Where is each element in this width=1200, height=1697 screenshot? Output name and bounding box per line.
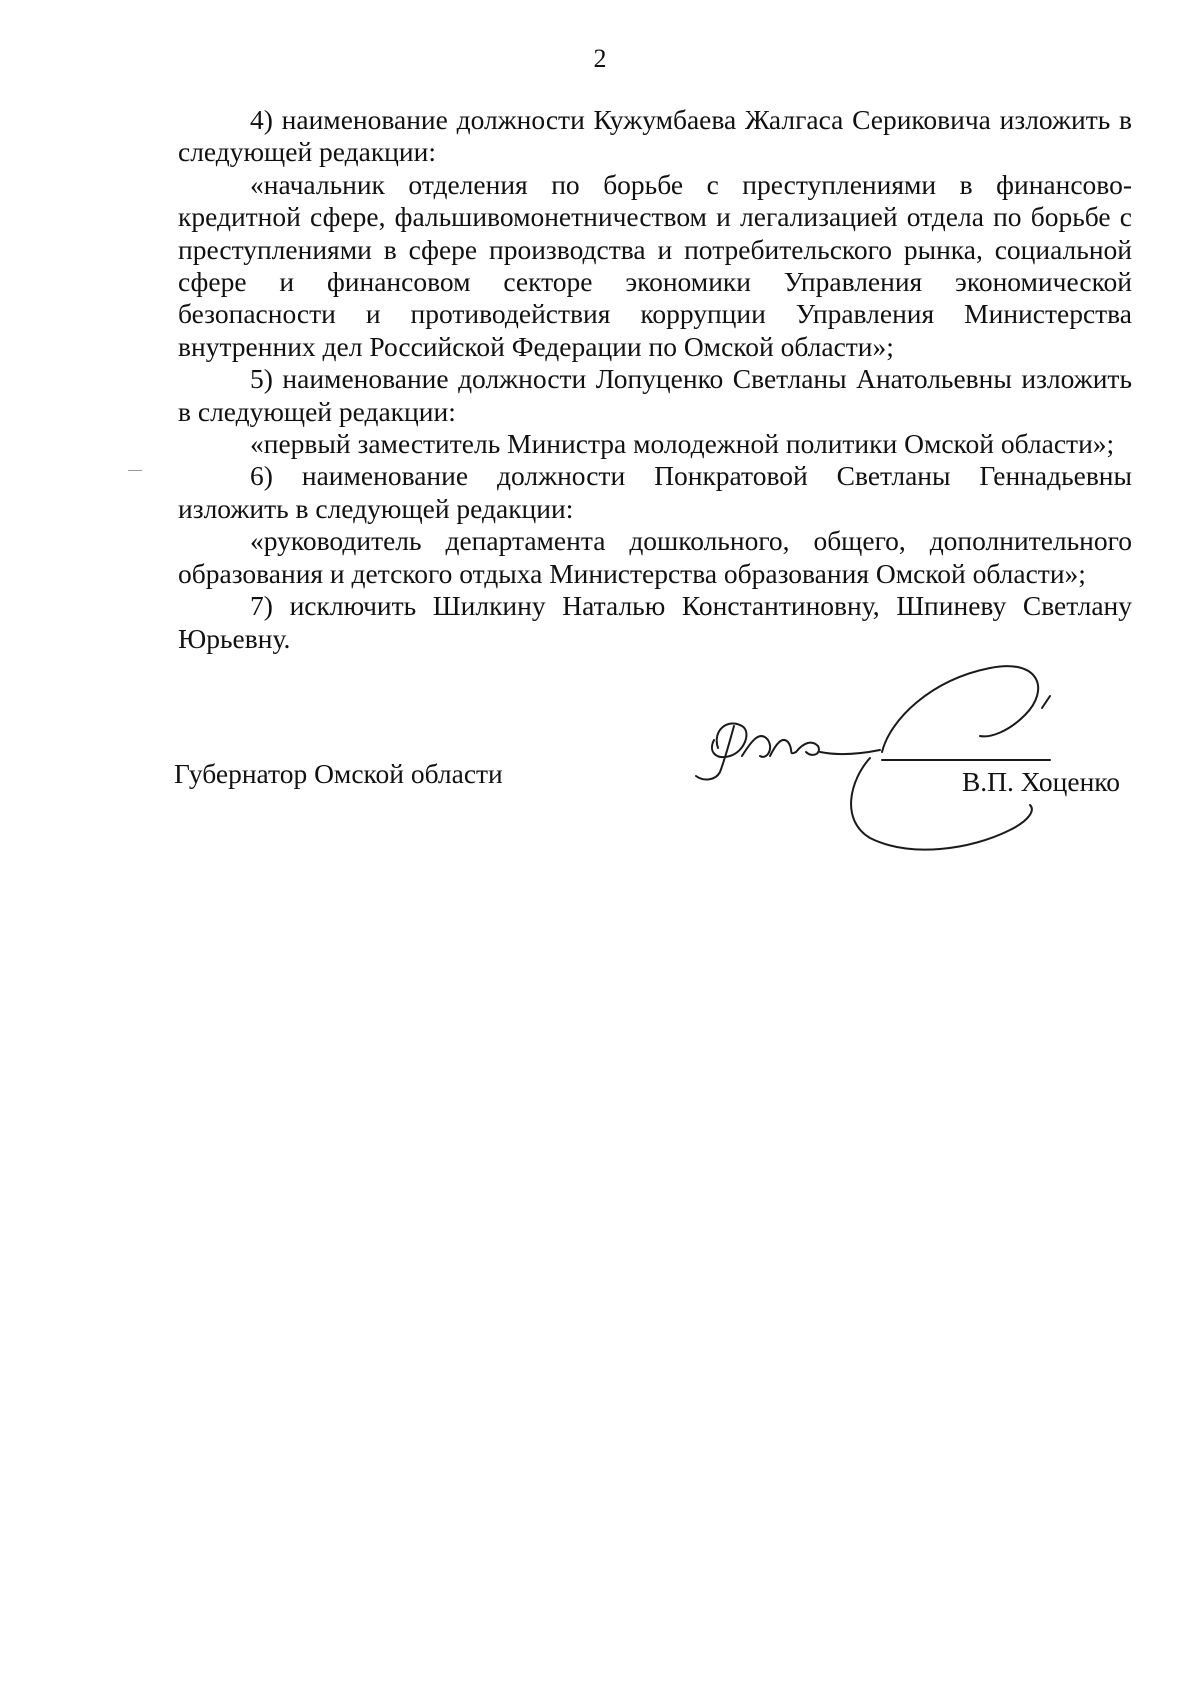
document-body: [178, 104, 1132, 655]
page-number: 2: [593, 44, 607, 73]
margin-mark: [128, 470, 142, 471]
signatory-name: В.П. Хоценко: [961, 766, 1120, 797]
paragraph-item-6-text: «руководитель департамента дошкольного, общего, дополнительного образования и детского отдыха Министерства образования Омской области»;: [178, 525, 1132, 589]
paragraph-item-4: 4) наименование должности Кужумбаева Жалгаса Сериковича изложить в следующей редакции:: [178, 104, 1132, 168]
paragraph-item-5: 5) наименование должности Лопуценко Светланы Анатольевны изложить в следующей редакции:: [178, 363, 1132, 427]
paragraph-item-7: 7) исключить Шилкину Наталью Константиновну, Шпиневу Светлану Юрьевну.: [178, 590, 1132, 654]
paragraph-item-4-text: «начальник отделения по борьбе с преступлениями в финансово-кредитной сфере, фальшивомонетничеством и легализацией отдела по борьбе с преступлениями в сфере производства и потребительского рынка, социальной сфере и финансовом секторе экономики Управления экономической безопасности и противодействия коррупции Управления Министерства внутренних дел Российской Федерации по Омской области»;: [178, 168, 1132, 362]
handwritten-signature: [690, 660, 1120, 860]
paragraph-item-6: 6) наименование должности Понкратовой Светланы Геннадьевны изложить в следующей редакции:: [178, 460, 1132, 524]
signatory-role: Губернатор Омской области: [174, 758, 503, 789]
paragraph-item-5-text: «первый заместитель Министра молодежной политики Омской области»;: [250, 428, 1115, 460]
